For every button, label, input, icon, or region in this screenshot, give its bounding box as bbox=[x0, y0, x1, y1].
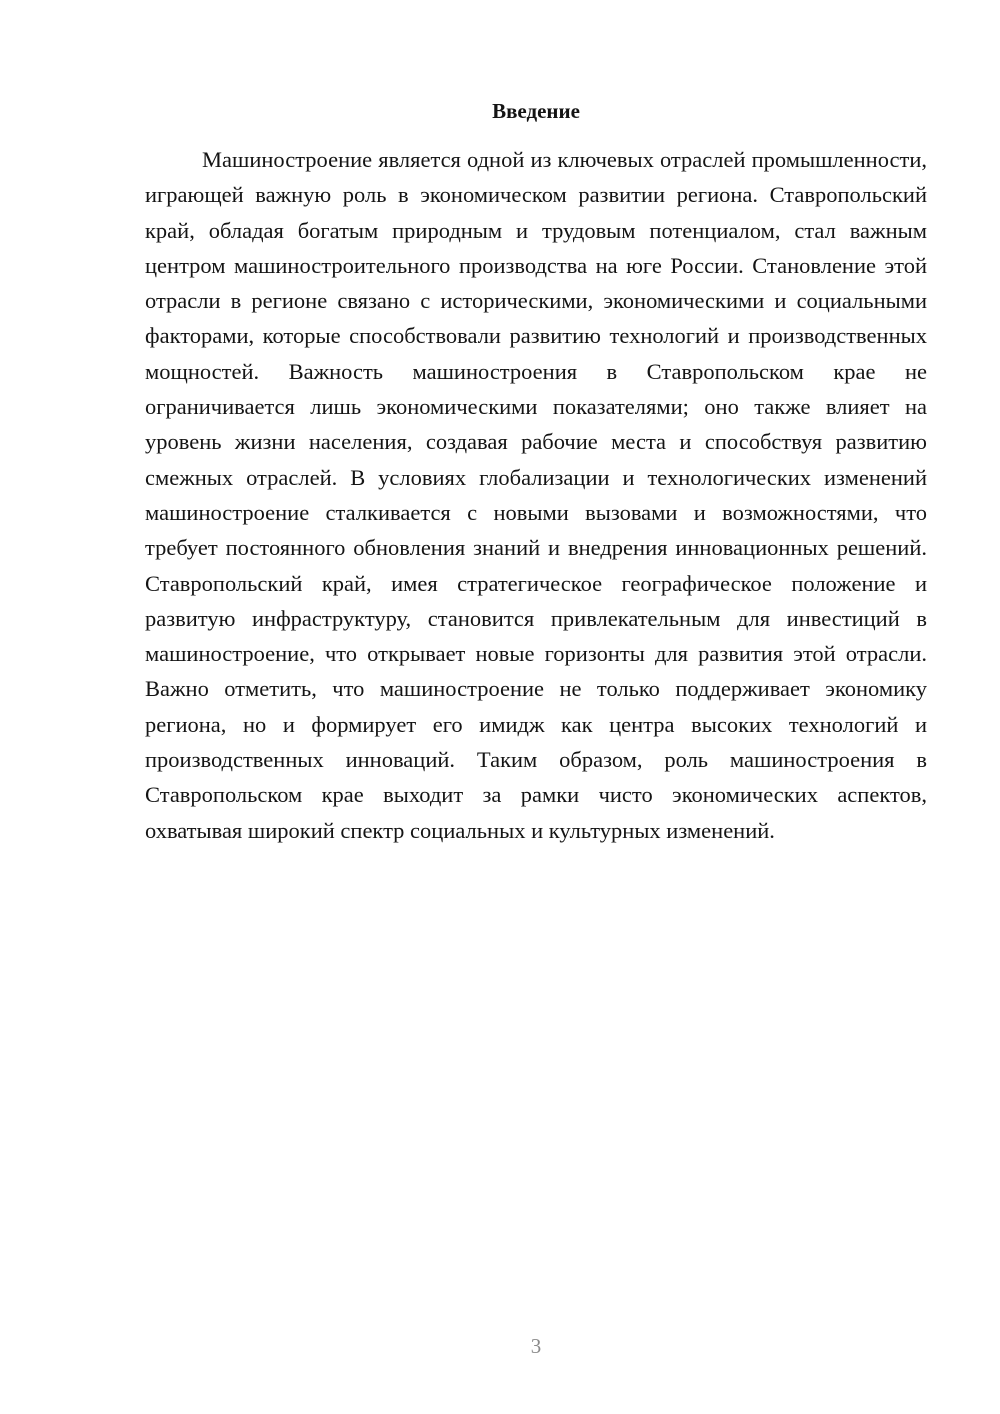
section-title: Введение bbox=[492, 99, 580, 123]
body-paragraph: Машиностроение является одной из ключевых отраслей промышленности, играющей важную роль в экономическом развитии региона. Ставропольский край, обладая богатым природным и трудовым потенциалом, стал важным центром машиностроительного производства на юге России. Становление этой отрасли в регионе связано с историческими, экономическими и социальными факторами, которые способствовали развитию технологий и производственных мощностей. Важность машиностроения в Ставропольском крае не ограничивается лишь экономическими показателями; оно также влияет на уровень жизни населения, создавая рабочие места и способствуя развитию смежных отраслей. В условиях глобализации и технологических изменений машиностроение сталкивается с новыми вызовами и возможностями, что требует постоянного обновления знаний и внедрения инновационных решений. Ставропольский край, имея стратегическое географическое положение и развитую инфраструктуру, становится привлекательным для инвестиций в машиностроение, что открывает новые горизонты для развития этой отрасли. Важно отметить, что машиностроение не только поддерживает экономику региона, но и формирует его имидж как центра высоких технологий и производственных инноваций. Таким образом, роль машиностроения в Ставропольском крае выходит за рамки чисто экономических аспектов, охватывая широкий спектр социальных и культурных изменений. bbox=[145, 147, 927, 843]
page-number: 3 bbox=[530, 1334, 542, 1358]
